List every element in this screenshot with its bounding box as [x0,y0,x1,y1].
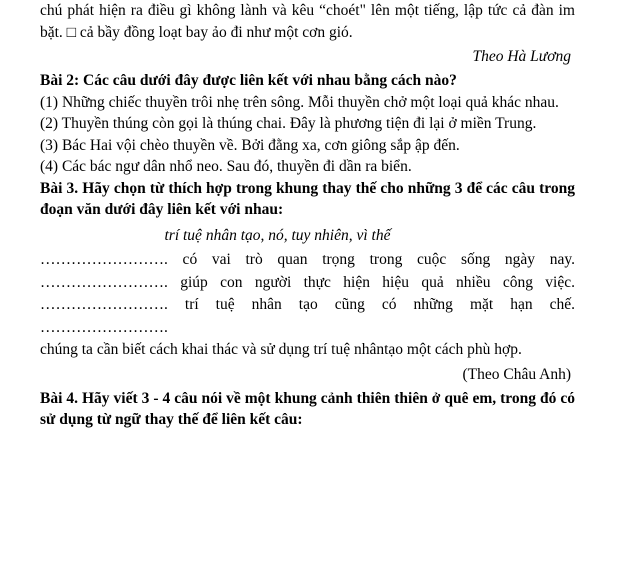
exercise-2-item-1: (1) Những chiếc thuyền trôi nhẹ trên sông. Mỗi thuyền chở một loại quả khác nhau. [40,93,559,111]
excerpt-paragraph: chú phát hiện ra điều gì không lành và kêu “choét" lên một tiếng, lập tức cả đàn im bặt. □ cả bầy đồng loạt bay ảo đi như một cơn gió. [40,2,575,41]
exercise-2-item-2: (2) Thuyền thúng còn gọi là thúng chai. Đây là phương tiện đi lại ở miền Trung. [40,115,537,132]
exercise-2-heading: Bài 2: Các câu dưới đây được liên kết với nhau bằng cách nào? [40,72,457,89]
exercise-3-heading: Bài 3. Hãy chọn từ thích hợp trong khung thay thế cho những 3 để các câu trong đoạn văn dưới đây liên kết với nhau: [40,179,575,218]
exercise-2-item-4: (4) Các bác ngư dân nhổ neo. Sau đó, thuyền đi dần ra biển. [40,158,412,175]
exercise-3-blank-line-4: chúng ta cần biết cách khai thác và sử dụng trí tuệ nhântạo một cách phù hợp. [40,341,522,358]
exercise-2-item-3: (3) Bác Hai vội chèo thuyền về. Bởi đằng xa, cơn giông sắp ập đến. [40,136,460,154]
excerpt-attribution: Theo Hà Lương [472,48,571,65]
exercise-4-heading: Bài 4. Hãy viết 3 - 4 câu nói về một khung cảnh thiên thiên ở quê em, trong đó có sử dụng từ ngữ thay thế để liên kết câu: [40,389,575,428]
exercise-3-blank-line-2[interactable]: ……………………. giúp con người thực hiện hiệu quả nhiều công việc. [40,273,575,291]
exercise-3-attribution: (Theo Châu Anh) [462,365,571,383]
exercise-3-blank-line-3[interactable]: ……………………. trí tuệ nhân tạo cũng có những mặt hạn chế. ……………………. [40,296,575,336]
exercise-3-blank-line-1[interactable]: ……………………. có vai trò quan trọng trong cuộc sống ngày nay. [40,251,575,268]
exercise-3-word-box: trí tuệ nhân tạo, nó, tuy nhiên, vì thế [164,226,391,244]
